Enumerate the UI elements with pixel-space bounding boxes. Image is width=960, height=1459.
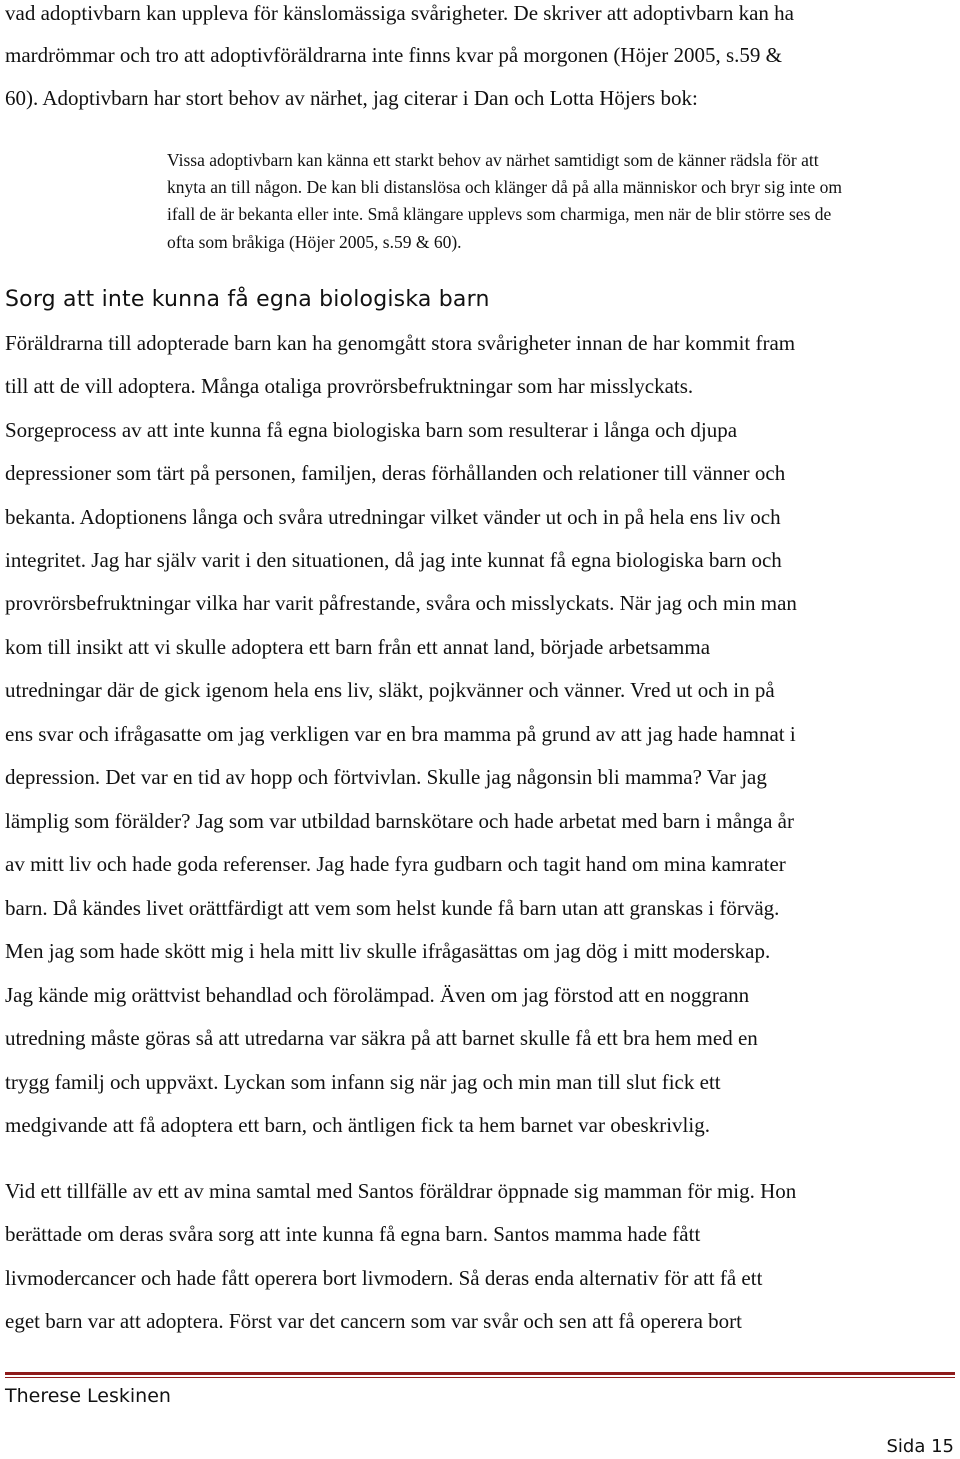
footer-rule-thick bbox=[5, 1372, 955, 1375]
footer-author: Therese Leskinen bbox=[5, 1385, 171, 1407]
text-line: bekanta. Adoptionens långa och svåra utredningar vilket vänder ut och in på hela ens liv och bbox=[5, 505, 781, 529]
text-line: utredning måste göras så att utredarna var säkra på att barnet skulle få ett bra hem med en bbox=[5, 1026, 758, 1050]
quote-line: ofta som bråkiga (Höjer 2005, s.59 & 60). bbox=[167, 232, 462, 252]
text-line: till att de vill adoptera. Många otaliga provrörsbefruktningar som har misslyckats. bbox=[5, 374, 694, 398]
text-line: livmodercancer och hade fått operera bort livmodern. Så deras enda alternativ för att få ett bbox=[5, 1266, 763, 1290]
text-line: berättade om deras svåra sorg att inte kunna få egna barn. Santos mamma hade fått bbox=[5, 1222, 701, 1246]
text-line: ens svar och ifrågasatte om jag verkligen var en bra mamma på grund av att jag hade hamnat i bbox=[5, 722, 796, 746]
footer-rule-thin bbox=[5, 1377, 955, 1378]
text-line: Men jag som hade skött mig i hela mitt liv skulle ifrågasättas om jag dög i mitt moderskap. bbox=[5, 939, 771, 963]
text-line: mardrömmar och tro att adoptivföräldrarna inte finns kvar på morgonen (Höjer 2005, s.59 & bbox=[5, 43, 782, 67]
text-line: Vid ett tillfälle av ett av mina samtal med Santos föräldrar öppnade sig mamman för mig. Hon bbox=[5, 1179, 797, 1203]
text-line: depression. Det var en tid av hopp och förtvivlan. Skulle jag någonsin bli mamma? Var jag bbox=[5, 765, 767, 789]
text-line: trygg familj och uppväxt. Lyckan som infann sig när jag och min man till slut fick ett bbox=[5, 1070, 721, 1094]
text-line: Sorgeprocess av att inte kunna få egna biologiska barn som resulterar i långa och djupa bbox=[5, 418, 738, 442]
text-line: medgivande att få adoptera ett barn, och äntligen fick ta hem barnet var obeskrivlig. bbox=[5, 1113, 710, 1137]
text-line: utredningar där de gick igenom hela ens liv, släkt, pojkvänner och vänner. Vred ut och in på bbox=[5, 678, 775, 702]
quote-line: knyta an till någon. De kan bli distanslösa och klänger då på alla människor och bryr sig inte om bbox=[167, 177, 843, 197]
text-line: kom till insikt att vi skulle adoptera ett barn från ett annat land, började arbetsamma bbox=[5, 635, 711, 659]
text-line: depressioner som tärt på personen, familjen, deras förhållanden och relationer till vänner och bbox=[5, 461, 786, 485]
text-line: av mitt liv och hade goda referenser. Jag hade fyra gudbarn och tagit hand om mina kamrater bbox=[5, 852, 786, 876]
text-line: Föräldrarna till adopterade barn kan ha genomgått stora svårigheter innan de har kommit fram bbox=[5, 331, 796, 355]
page-number: Sida 15 bbox=[886, 1436, 954, 1457]
text-line: integritet. Jag har själv varit i den situationen, då jag inte kunnat få egna biologiska barn och bbox=[5, 548, 782, 572]
section-heading: Sorg att inte kunna få egna biologiska barn bbox=[5, 287, 490, 312]
text-line: eget barn var att adoptera. Först var det cancern som var svår och sen att få operera bort bbox=[5, 1309, 743, 1333]
quote-line: ifall de är bekanta eller inte. Små klängare upplevs som charmiga, men när de blir större ses de bbox=[167, 204, 832, 224]
text-line: 60). Adoptivbarn har stort behov av närhet, jag citerar i Dan och Lotta Höjers bok: bbox=[5, 86, 698, 110]
text-line: barn. Då kändes livet orättfärdigt att vem som helst kunde få barn utan att granskas i förväg. bbox=[5, 896, 780, 920]
text-line: vad adoptivbarn kan uppleva för känslomässiga svårigheter. De skriver att adoptivbarn kan ha bbox=[5, 1, 795, 25]
quote-line: Vissa adoptivbarn kan känna ett starkt behov av närhet samtidigt som de känner rädsla för att bbox=[167, 150, 819, 170]
text-line: Jag kände mig orättvist behandlad och förolämpad. Även om jag förstod att en noggrann bbox=[5, 983, 750, 1007]
text-line: lämplig som förälder? Jag som var utbildad barnskötare och hade arbetat med barn i många år bbox=[5, 809, 794, 833]
text-line: provrörsbefruktningar vilka har varit påfrestande, svåra och misslyckats. När jag och min man bbox=[5, 591, 797, 615]
